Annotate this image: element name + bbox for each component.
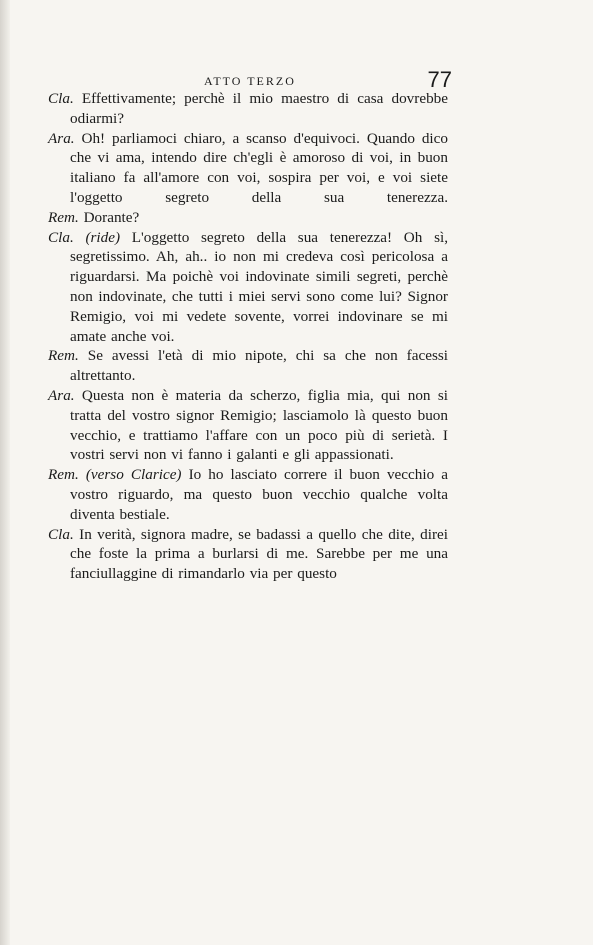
speech-block [48, 89, 448, 129]
speech-text: Questa non è materia da scherzo, figlia mia, qui non si tratta del vostro signor Remigio; lasciamolo là questo buon vecchio, e trattiamo l'affare con un poco più di serietà. I vostri servi non vi fanno i galanti e gli appassionati. [70, 386, 448, 464]
running-head: ATTO TERZO [204, 74, 296, 88]
stage-direction: (ride) [85, 228, 121, 246]
speaker-name: Rem. [48, 466, 79, 484]
speech-block [48, 129, 448, 208]
speaker-name: Ara. [48, 129, 75, 147]
page-gutter-shadow [0, 0, 10, 945]
speech-text: Io ho lasciato correre il buon vecchio a vostro riguardo, ma questo buon vecchio qualche volta diventa bestiale. [70, 466, 448, 523]
speech-block [48, 208, 448, 228]
speech-block [48, 386, 448, 465]
speaker-name: Cla. [48, 90, 74, 107]
speech-text: L'oggetto segreto della sua tenerezza! Oh sì, segretissimo. Ah, ah.. io non mi credeva così pericolosa a riguardarsi. Ma poichè voi indovinate simili segreti, perchè non indovinate, che tutti i miei servi sono come lui? Signor Remigio, voi mi vedete sovente, vorrei indovinare se mi amate anche voi. [70, 228, 448, 345]
speaker-name: Rem. [48, 208, 79, 226]
speech-block [48, 525, 448, 584]
speech-text: Dorante? [83, 208, 140, 226]
speech-block [48, 465, 448, 524]
speech-block [48, 228, 448, 347]
speech-text: Oh! parliamoci chiaro, a scanso d'equivoci. Quando dico che vi ama, intendo dire ch'egli è amoroso di voi, in buon italiano fa all'amore con voi, sospira per voi, e voi siete l'oggetto segreto della sua tenerezza. [70, 129, 448, 206]
speaker-name: Cla. [48, 525, 74, 543]
page-number: 77 [427, 67, 452, 92]
speech-text: In verità, signora madre, se badassi a quello che dite, direi che foste la prima a burlarsi di me. Sarebbe per me una fanciullaggine di rimandarlo via per questo [70, 525, 449, 583]
speech-text: Effettivamente; perchè il mio maestro di casa dovrebbe odiarmi? [70, 90, 448, 127]
speaker-name: Ara. [48, 386, 75, 404]
speaker-name: Rem. [48, 347, 79, 365]
speech-block [48, 346, 448, 386]
stage-direction: (verso Clarice) [85, 466, 182, 484]
speaker-name: Cla. [48, 228, 74, 246]
page-body-text [48, 89, 448, 584]
speech-text: Se avessi l'età di mio nipote, chi sa che non facessi altrettanto. [70, 347, 448, 385]
